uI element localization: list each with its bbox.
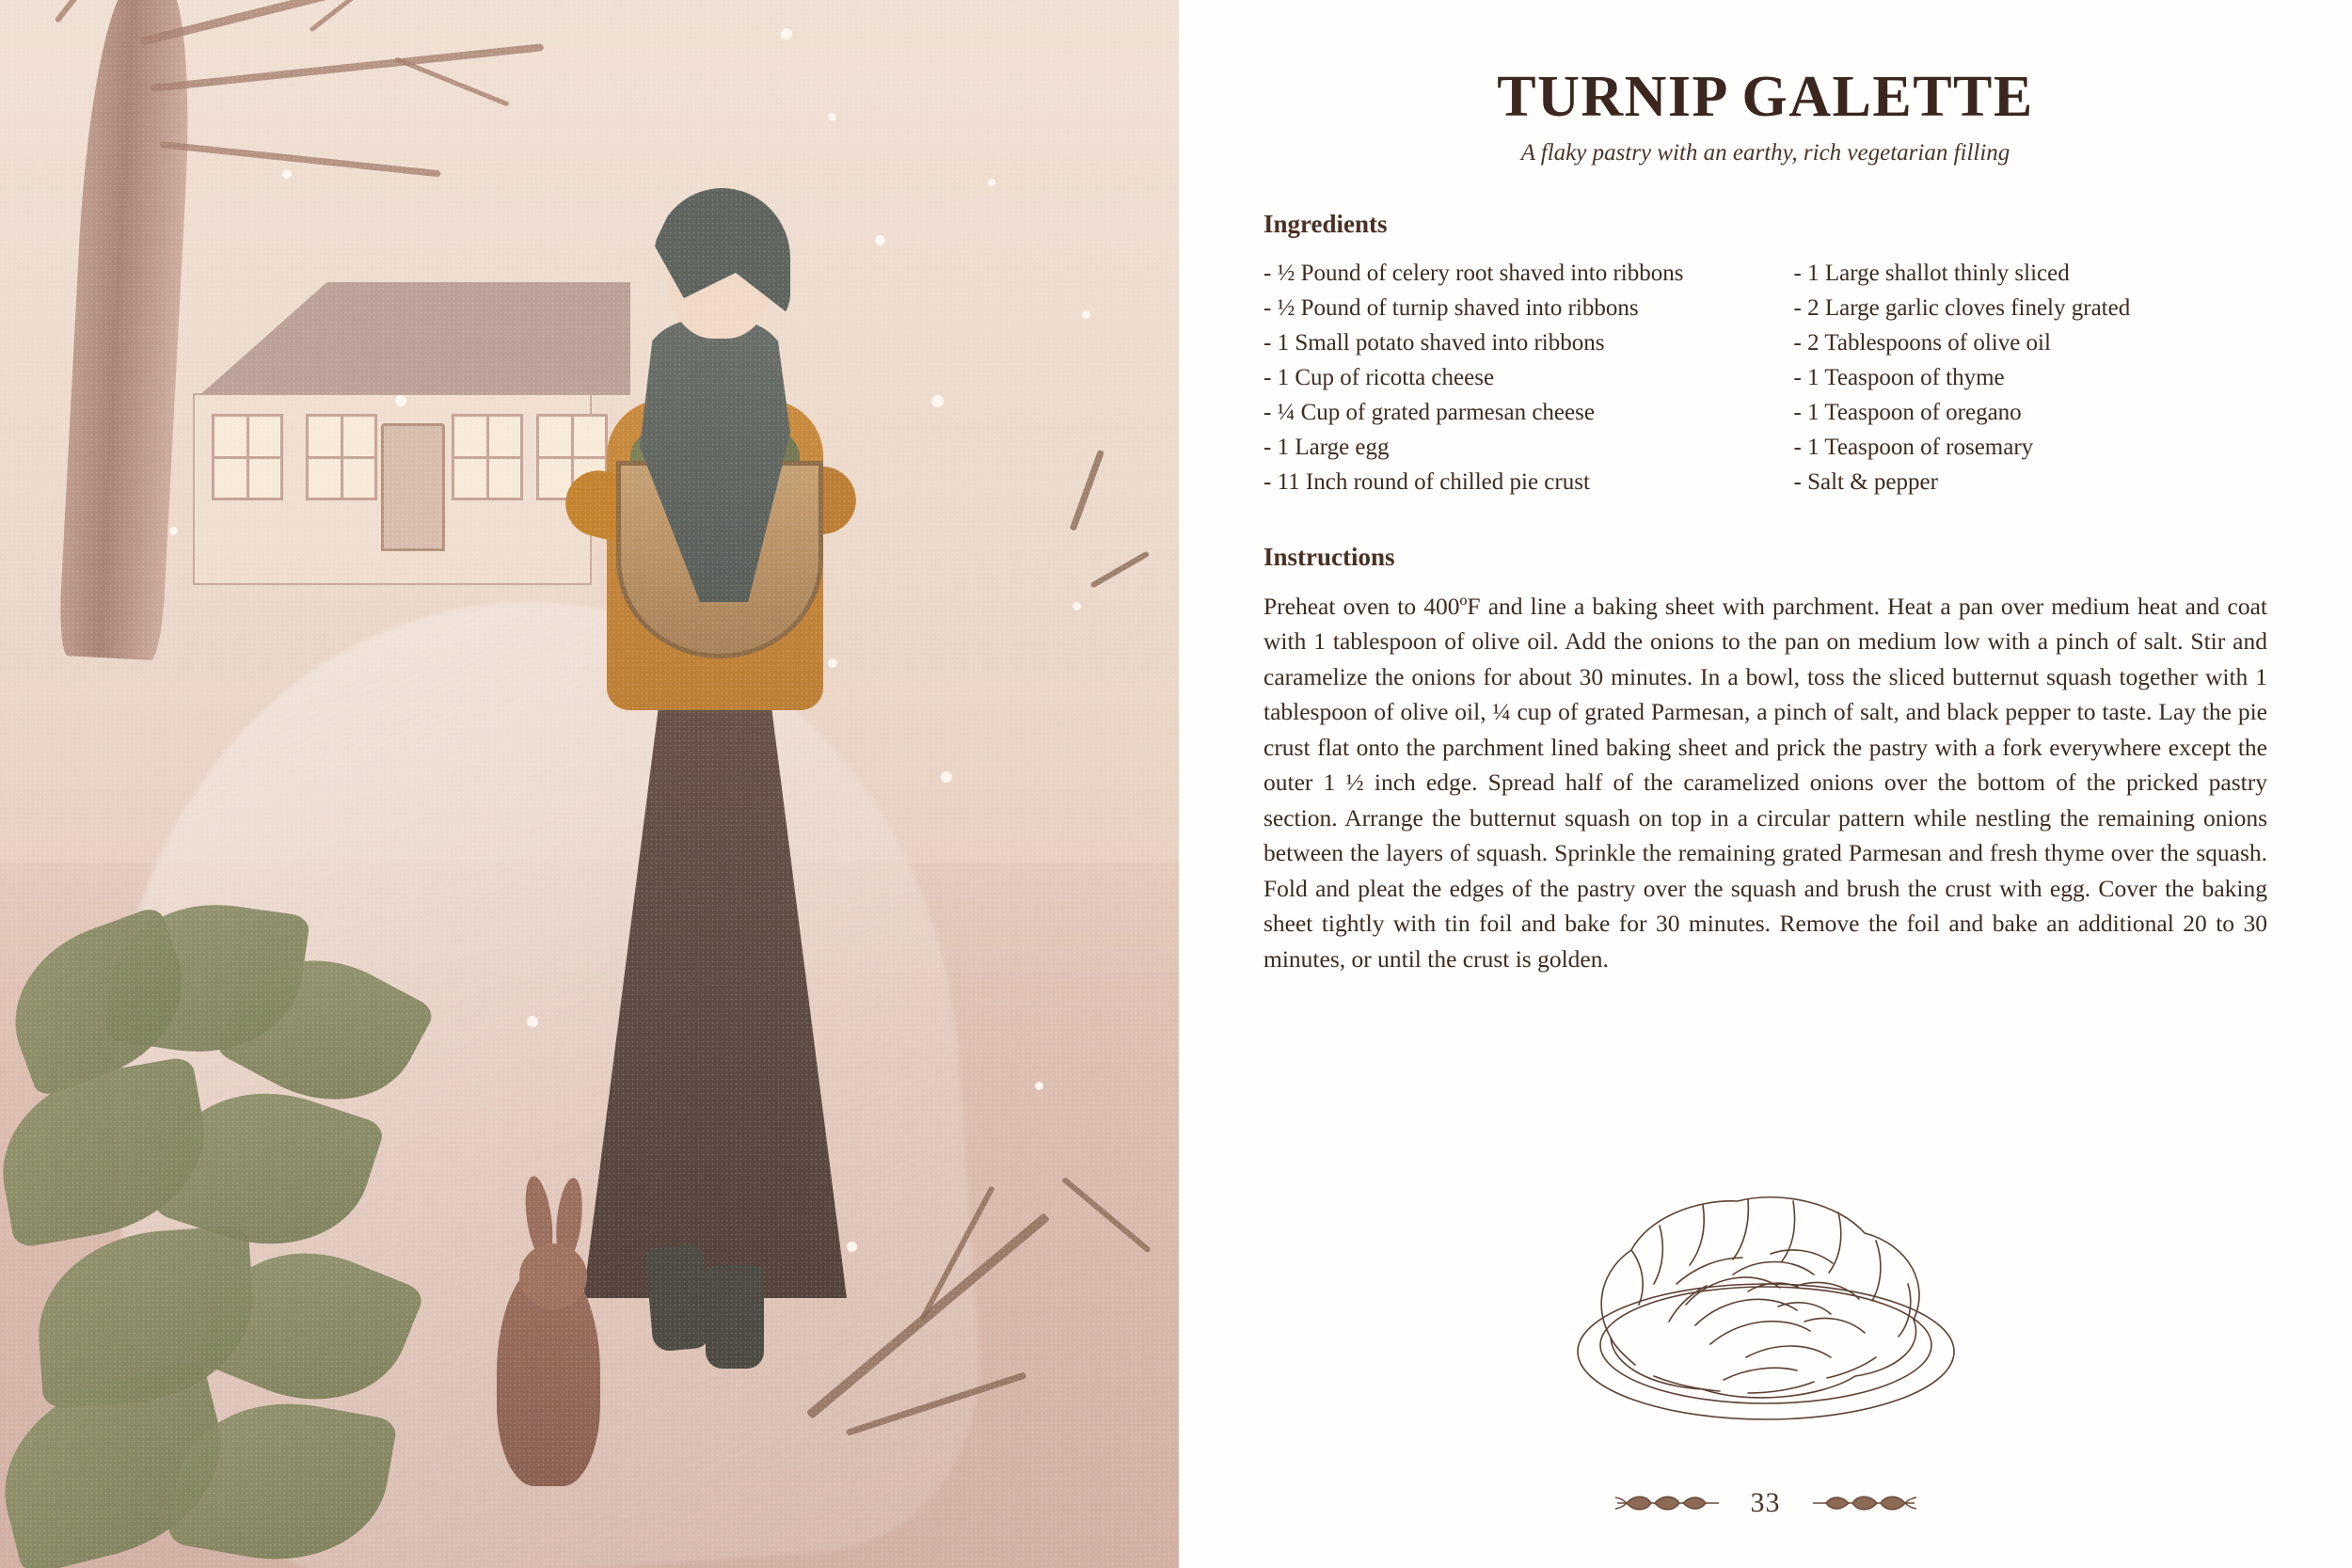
ingredient-item: - 1 Teaspoon of rosemary	[1793, 435, 2034, 460]
rabbit-illustration	[470, 1176, 640, 1514]
snowflake	[828, 113, 836, 121]
cottage-window	[306, 414, 377, 500]
ingredients-column-left	[1263, 256, 1738, 499]
ingredient-item: - 1 Large egg	[1263, 435, 1390, 460]
page-footer	[1179, 1487, 2352, 1519]
ingredient-item: - 1 Cup of ricotta cheese	[1263, 365, 1495, 390]
snowflake	[169, 527, 178, 535]
leaf-sprig-left-icon	[1613, 1487, 1726, 1519]
ingredients-heading: Ingredients	[1263, 210, 1388, 238]
cottage-door	[381, 423, 445, 551]
snowflake	[1073, 602, 1081, 610]
ingredients-list	[1263, 256, 2267, 499]
chard-plants	[0, 875, 489, 1568]
recipe-title: TURNIP GALETTE	[1497, 65, 2034, 129]
ingredients-column-right	[1794, 256, 2268, 499]
ingredient-item: - 2 Tablespoons of olive oil	[1793, 330, 2051, 356]
snowflake	[1035, 1082, 1043, 1090]
instructions-text: Preheat oven to 400ºF and line a baking sheet with parchment. Heat a pan over medium heat and coat with 1 tablespoon of olive oil. Add the onions to the pan on medium low with a pinch of salt. Stir and caramelize the onions for about 30 minutes. In a bowl, toss the sliced butternut squash together with 1 tablespoon of olive oil, ¼ cup of grated Parmesan, a pinch of salt, and black pepper to taste. Lay the pie crust flat onto the parchment lined baking sheet and prick the pastry with a fork everywhere except the outer 1 ½ inch edge. Spread half of the caramelized onions over the bottom of the pricked pastry section. Arrange the butternut squash on top in a circular pattern while nestling the remaining onions between the layers of squash. Sprinkle the remaining grated Parmesan and fresh thyme over the squash. Fold and pleat the edges of the pastry over the squash and brush the crust with egg. Cover the baking sheet tightly with tin foil and bake for 30 minutes. Remove the foil and bake an additional 20 to 30 minutes, or until the crust is golden.	[1263, 593, 2267, 973]
ingredient-item: - 1 Teaspoon of oregano	[1793, 400, 2022, 425]
recipe-text-panel	[1179, 0, 2352, 1568]
rabbit-head	[519, 1243, 587, 1309]
snowflake	[988, 179, 995, 186]
cottage-window	[452, 414, 523, 500]
galette-illustration	[1545, 1164, 1987, 1446]
ingredient-item: - 2 Large garlic cloves finely grated	[1793, 295, 2131, 321]
snowflake	[395, 395, 406, 406]
ingredient-item: - 1 Small potato shaved into ribbons	[1263, 330, 1605, 356]
ingredient-item: - 1 Teaspoon of thyme	[1793, 365, 2005, 390]
woman-boot	[644, 1244, 711, 1353]
snowflake	[931, 395, 944, 407]
cottage-window	[212, 414, 283, 500]
ingredient-item: - 11 Inch round of chilled pie crust	[1263, 469, 1590, 495]
ingredient-item: - ½ Pound of turnip shaved into ribbons	[1263, 295, 1639, 321]
page-number: 33	[1750, 1487, 1781, 1518]
ingredient-item: - ½ Pound of celery root shaved into ribbons	[1263, 261, 1684, 286]
snowflake	[781, 28, 792, 40]
ingredient-item: - ¼ Cup of grated parmesan cheese	[1263, 400, 1595, 425]
snowflake	[282, 169, 292, 179]
recipe-subtitle: A flaky pastry with an earthy, rich vegetarian filling	[1520, 140, 2010, 166]
galette-illustration-wrap	[1179, 1164, 2352, 1446]
leaf-sprig-right-icon	[1805, 1487, 1918, 1519]
ingredient-item: - 1 Large shallot thinly sliced	[1793, 261, 2070, 286]
instructions-heading: Instructions	[1263, 543, 1395, 571]
snowflake	[1082, 310, 1090, 319]
ingredient-item: - Salt & pepper	[1793, 469, 1938, 495]
woman-boot	[706, 1265, 764, 1369]
snowflake	[941, 771, 952, 783]
